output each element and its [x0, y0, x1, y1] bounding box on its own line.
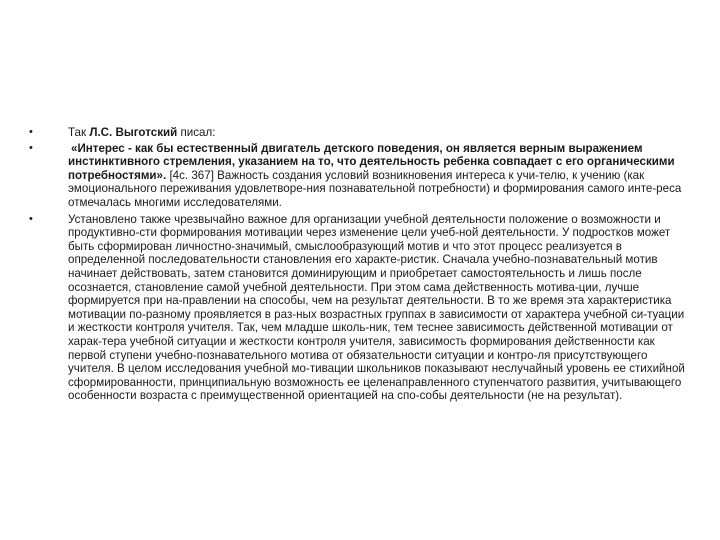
bullet-text-prefix: Так: [68, 126, 90, 139]
bullet-dot: •: [29, 212, 33, 225]
author-name: Л.С. Выготский: [89, 126, 178, 139]
quote-followup-text: [4с. 367] Важность создания условий возникновения интереса к учи-телю, к учению (как эмоционального переживания удовлетворе-ния познавательной потребности) и формирования самого инте-реса отмечалась многими исследователями.: [68, 168, 682, 209]
bullet-text-suffix: писал:: [177, 126, 216, 139]
bullet-item-vygotsky-intro: [28, 126, 688, 140]
bullet-dot: •: [29, 126, 33, 138]
bullet-item-motivation: [28, 213, 688, 403]
vygotsky-quote: «Интерес - как бы естественный двигатель детского поведения, он является верным выражением инстинктивного стремления, указанием на то, что деятельность ребенка совпадает с его органическими потребностями».: [68, 141, 675, 182]
bullet-list: [28, 126, 688, 407]
motivation-paragraph: Установлено также чрезвычайно важное для организации учебной деятельности положение о возможности и продуктивно-сти формирования мотивации через изменение цели учеб-ной деятельности. У подростков может быть сформирован личностно-значимый, смыслообразующий мотив и что этот процесс реализуется в определенной последовательности становления его характе-ристик. Сначала учебно-познавательный мотив начинает действовать, затем становится доминирующим и приобретает самостоятельность и лишь после осознается, становление самой учебной деятельности. При этом сама действенность мотива-ции, лучше формируется при на-правлении на способы, чем на результат деятельности. В то же время эта характеристика мотивации по-разному проявляется в раз-ных возрастных группах в зависимости от характера учебной си-туации и жесткости контроля учителя. Так, чем младше школь-ник, тем теснее зависимость действенной мотивации от харак-тера учебной ситуации и жесткости контроля учителя, зависимость формирования действенности как первой ступени учебно-познавательного мотива от обязательности ситуации и контро-ля присутствующего учителя. В целом исследования учебной мо-тивации школьников показывают неслучайный уровень ее стихийной сформированности, принципиальную возможность ее целенаправленного ступенчатого развития, учитывающего особенности возраста с преимущественной ориентацией на спо-собы деятельности (не на результат).: [68, 212, 685, 403]
bullet-dot: •: [29, 141, 33, 154]
bullet-item-quote: [28, 142, 688, 210]
